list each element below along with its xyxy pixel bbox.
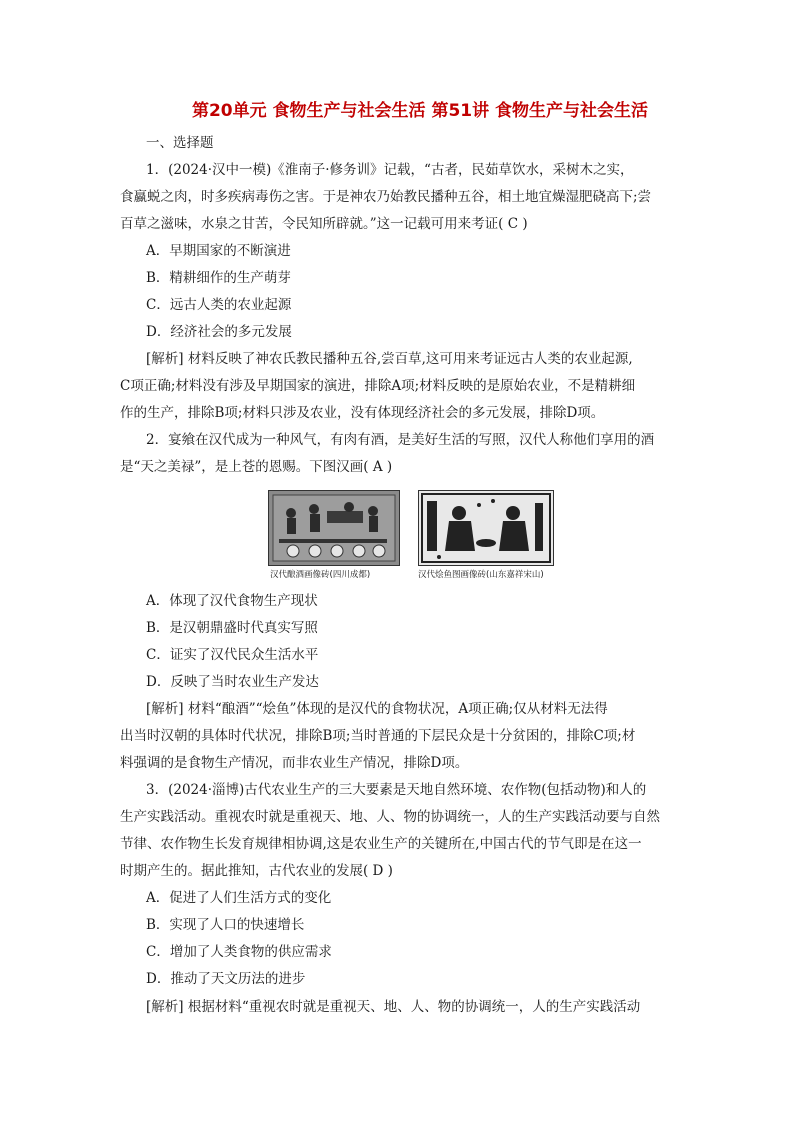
- brewing-relief-caption: 汉代酿酒画像砖(四川成都): [270, 570, 371, 580]
- fish-relief-caption: 汉代烩鱼图画像砖(山东嘉祥宋山): [418, 570, 544, 580]
- brewing-relief-image: [268, 490, 400, 566]
- q1-stem-line-2: 食蠃蜕之肉，时多疾病毒伤之害。于是神农乃始教民播种五谷，相土地宜燥湿肥硗高下;尝: [120, 189, 652, 205]
- q1-stem-line-1: 1．(2024·汉中一模)《淮南子·修务训》记载，“古者，民茹草饮水，采树木之实，: [146, 162, 634, 178]
- q1-option-b: B．精耕细作的生产萌芽: [146, 270, 291, 286]
- q1-option-c: C．远古人类的农业起源: [146, 297, 292, 313]
- q1-analysis-line-1: [解析] 材料反映了神农氏教民播种五谷,尝百草,这可用来考证远古人类的农业起源,: [146, 351, 633, 367]
- q3-stem-line-3: 节律、农作物生长发育规律相协调,这是农业生产的关键所在,中国古代的节气即是在这一: [120, 836, 642, 852]
- q1-stem-line-3: 百草之滋味，水泉之甘苦，令民知所辟就。”这一记载可用来考证( C ): [120, 216, 528, 232]
- q2-option-c: C．证实了汉代民众生活水平: [146, 647, 319, 663]
- page-title: 第20单元 食物生产与社会生活 第51讲 食物生产与社会生活: [191, 101, 649, 121]
- q3-option-d: D．推动了天文历法的进步: [146, 971, 306, 987]
- q2-analysis-line-1: [解析] 材料“酿酒”“烩鱼”体现的是汉代的食物状况，A项正确;仅从材料无法得: [146, 701, 608, 717]
- q2-option-a: A．体现了汉代食物生产现状: [146, 593, 318, 609]
- q2-analysis-line-3: 料强调的是食物生产情况，而非农业生产情况，排除D项。: [120, 755, 469, 771]
- q2-stem-line-1: 2．宴飨在汉代成为一种风气，有肉有酒，是美好生活的写照，汉代人称他们享用的酒: [146, 432, 655, 448]
- q2-analysis-line-2: 出当时汉朝的具体时代状况，排除B项;当时普通的下层民众是十分贫困的，排除C项;材: [120, 728, 636, 744]
- q3-option-a: A．促进了人们生活方式的变化: [146, 890, 332, 906]
- q3-option-c: C．增加了人类食物的供应需求: [146, 944, 332, 960]
- section-heading: 一、选择题: [146, 135, 214, 151]
- q1-option-a: A．早期国家的不断演进: [146, 243, 291, 259]
- fish-relief-image: [418, 490, 554, 566]
- q2-option-b: B．是汉朝鼎盛时代真实写照: [146, 620, 318, 636]
- q3-stem-line-4: 时期产生的。据此推知，古代农业的发展( D ): [120, 863, 393, 879]
- q1-analysis-line-3: 作的生产，排除B项;材料只涉及农业，没有体现经济社会的多元发展，排除D项。: [120, 405, 605, 421]
- q3-analysis-line-1: [解析] 根据材料“重视农时就是重视天、地、人、物的协调统一，人的生产实践活动: [146, 999, 641, 1015]
- q2-option-d: D．反映了当时农业生产发达: [146, 674, 319, 690]
- q1-option-d: D．经济社会的多元发展: [146, 324, 292, 340]
- q3-stem-line-1: 3．(2024·淄博)古代农业生产的三大要素是天地自然环境、农作物(包括动物)和人的: [146, 782, 647, 798]
- q3-stem-line-2: 生产实践活动。重视农时就是重视天、地、人、物的协调统一，人的生产实践活动要与自然: [120, 809, 660, 825]
- q2-stem-line-2: 是“天之美禄”，是上苍的恩赐。下图汉画( A ): [120, 459, 393, 475]
- q3-option-b: B．实现了人口的快速增长: [146, 917, 305, 933]
- han-relief-images: [268, 490, 558, 585]
- q1-analysis-line-2: C项正确;材料没有涉及早期国家的演进，排除A项;材料反映的是原始农业，不是精耕细: [120, 378, 636, 394]
